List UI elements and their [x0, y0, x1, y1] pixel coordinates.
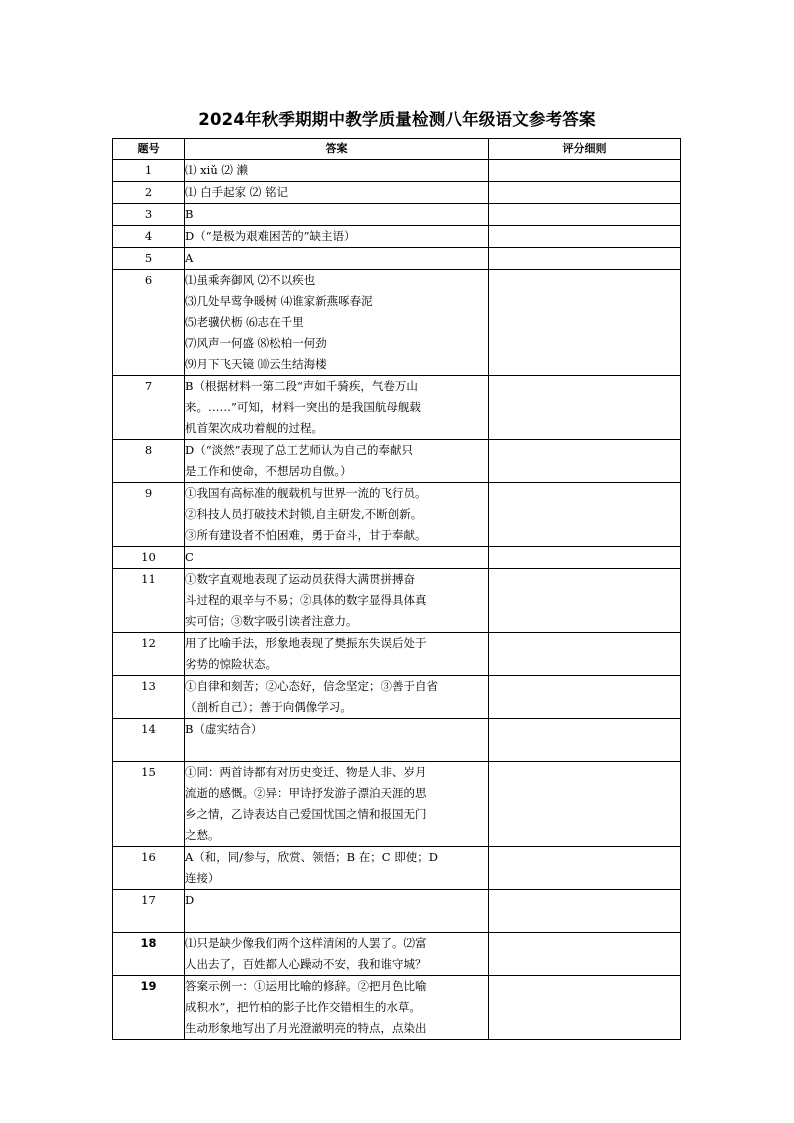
- table-row: [113, 182, 681, 204]
- question-number: 18: [113, 933, 185, 976]
- answer-line: ①自律和刻苦；②心态好，信念坚定；③善于自省: [185, 679, 438, 693]
- answer-cell: [185, 440, 489, 483]
- question-number: 3: [113, 204, 185, 226]
- table-row: [113, 483, 681, 547]
- answer-line: A: [185, 251, 194, 265]
- table-row: [113, 633, 681, 676]
- table-row: [113, 376, 681, 440]
- scoring-cell: [489, 719, 681, 762]
- answer-line: [185, 740, 488, 761]
- table-row: [113, 976, 681, 1040]
- answer-line: B: [185, 207, 194, 221]
- question-number: 2: [113, 182, 185, 204]
- scoring-cell: [489, 569, 681, 633]
- question-number: 17: [113, 890, 185, 933]
- table-header-row: [113, 139, 681, 160]
- scoring-cell: [489, 440, 681, 483]
- answer-line: ①我国有高标准的舰载机与世界一流的飞行员。: [185, 486, 427, 500]
- table-row: [113, 547, 681, 569]
- answer-cell: [185, 226, 489, 248]
- answer-line: ①数字直观地表现了运动员获得大满贯拼搏奋: [185, 572, 415, 586]
- question-number: 11: [113, 569, 185, 633]
- table-row: [113, 248, 681, 270]
- scoring-cell: [489, 933, 681, 976]
- answer-cell: [185, 933, 489, 976]
- question-number: 10: [113, 547, 185, 569]
- answer-line: 流逝的感慨。②异：甲诗抒发游子漂泊天涯的思: [185, 786, 427, 800]
- answer-line: 实可信；③数字吸引读者注意力。: [185, 614, 358, 628]
- answer-cell: [185, 248, 489, 270]
- answer-line: 连接）: [185, 871, 220, 885]
- answer-line: 生动形象地写出了月光澄澈明亮的特点，点染出: [185, 1021, 427, 1035]
- table-row: [113, 440, 681, 483]
- question-number: 7: [113, 376, 185, 440]
- scoring-cell: [489, 633, 681, 676]
- answer-line: D（“是极为艰难困苦的”缺主语）: [185, 229, 356, 243]
- scoring-cell: [489, 890, 681, 933]
- table-row: [113, 226, 681, 248]
- answer-cell: [185, 204, 489, 226]
- question-number: 19: [113, 976, 185, 1040]
- answer-line: ③所有建设者不怕困难，勇于奋斗，甘于奉献。: [185, 528, 427, 542]
- answer-cell: [185, 976, 489, 1040]
- answer-line: 机首架次成功着舰的过程。: [185, 421, 323, 435]
- answer-cell: [185, 762, 489, 847]
- answer-line: ⑶几处早莺争暖树 ⑷谁家新燕啄春泥: [185, 294, 373, 308]
- scoring-cell: [489, 182, 681, 204]
- answer-cell: [185, 676, 489, 719]
- scoring-cell: [489, 976, 681, 1040]
- question-number: 14: [113, 719, 185, 762]
- answer-line: 斗过程的艰辛与不易；②具体的数字显得具体真: [185, 593, 427, 607]
- answer-line: ⑴ xiǔ ⑵ 濑: [185, 163, 249, 177]
- answer-cell: [185, 633, 489, 676]
- scoring-cell: [489, 376, 681, 440]
- scoring-cell: [489, 248, 681, 270]
- question-number: 12: [113, 633, 185, 676]
- header-number: 题号: [113, 139, 185, 160]
- header-scoring: 评分细则: [489, 139, 681, 160]
- table-row: [113, 676, 681, 719]
- answer-line: 是工作和使命，不想居功自傲。）: [185, 464, 352, 478]
- answer-line: 用了比喻手法，形象地表现了樊振东失误后处于: [185, 636, 427, 650]
- answer-line: ⑴只是缺少像我们两个这样清闲的人罢了。⑵富: [185, 936, 427, 950]
- answer-cell: [185, 890, 489, 933]
- question-number: 1: [113, 160, 185, 182]
- scoring-cell: [489, 483, 681, 547]
- answer-line: ⑴ 白手起家 ⑵ 铭记: [185, 185, 288, 199]
- answer-cell: [185, 376, 489, 440]
- answer-table: [112, 138, 681, 1040]
- answer-line: 人出去了，百姓都人心躁动不安，我和谁守城？: [185, 957, 427, 971]
- question-number: 16: [113, 847, 185, 890]
- answer-line: B（虚实结合）: [185, 722, 263, 736]
- question-number: 6: [113, 270, 185, 376]
- table-row: [113, 719, 681, 762]
- answer-line: （剖析自己）；善于向偶像学习。: [185, 700, 352, 714]
- answer-line: ⑺风声一何盛 ⑻松柏一何劲: [185, 336, 327, 350]
- header-answer: 答案: [185, 139, 489, 160]
- table-row: [113, 270, 681, 376]
- answer-cell: [185, 483, 489, 547]
- answer-line: 成积水”，把竹柏的影子比作交错相生的水草。: [185, 1000, 421, 1014]
- answer-line: ⑼月下飞天镜 ⑽云生结海楼: [185, 357, 327, 371]
- answer-cell: [185, 719, 489, 762]
- question-number: 15: [113, 762, 185, 847]
- table-row: [113, 762, 681, 847]
- table-row: [113, 933, 681, 976]
- answer-line: A（和，同/参与，欣赏、领悟；B 在；C 即使；D: [185, 850, 438, 864]
- scoring-cell: [489, 204, 681, 226]
- question-number: 5: [113, 248, 185, 270]
- answer-cell: [185, 569, 489, 633]
- answer-line: 来。……”可知，材料一突出的是我国航母舰载: [185, 400, 421, 414]
- answer-line: D（“淡然”表现了总工艺师认为自己的奉献只: [185, 443, 413, 457]
- answer-line: [185, 911, 488, 932]
- answer-line: ①同：两首诗都有对历史变迁、物是人非、岁月: [185, 765, 427, 779]
- answer-cell: [185, 270, 489, 376]
- answer-cell: [185, 160, 489, 182]
- question-number: 8: [113, 440, 185, 483]
- table-row: [113, 847, 681, 890]
- answer-line: D: [185, 893, 195, 907]
- question-number: 4: [113, 226, 185, 248]
- scoring-cell: [489, 226, 681, 248]
- answer-line: 答案示例一：①运用比喻的修辞。②把月色比喻: [185, 979, 427, 993]
- answer-cell: [185, 847, 489, 890]
- answer-cell: [185, 182, 489, 204]
- scoring-cell: [489, 676, 681, 719]
- answer-cell: [185, 547, 489, 569]
- answer-line: 之愁。: [185, 828, 220, 842]
- answer-line: C: [185, 550, 194, 564]
- answer-line: 乡之情，乙诗表达自己爱国忧国之情和报国无门: [185, 807, 427, 821]
- scoring-cell: [489, 762, 681, 847]
- table-row: [113, 160, 681, 182]
- answer-line: ⑴虽乘奔御风 ⑵不以疾也: [185, 273, 316, 287]
- scoring-cell: [489, 160, 681, 182]
- answer-line: ②科技人员打破技术封锁,自主研发,不断创新。: [185, 507, 423, 521]
- scoring-cell: [489, 270, 681, 376]
- answer-line: 劣势的惊险状态。: [185, 657, 277, 671]
- answer-line: ⑸老骥伏枥 ⑹志在千里: [185, 315, 304, 329]
- question-number: 13: [113, 676, 185, 719]
- answer-line: B（根据材料一第二段“声如千骑疾，气卷万山: [185, 379, 418, 393]
- table-row: [113, 890, 681, 933]
- table-row: [113, 204, 681, 226]
- question-number: 9: [113, 483, 185, 547]
- table-row: [113, 569, 681, 633]
- scoring-cell: [489, 847, 681, 890]
- page-title: 2024年秋季期期中教学质量检测八年级语文参考答案: [198, 110, 596, 129]
- scoring-cell: [489, 547, 681, 569]
